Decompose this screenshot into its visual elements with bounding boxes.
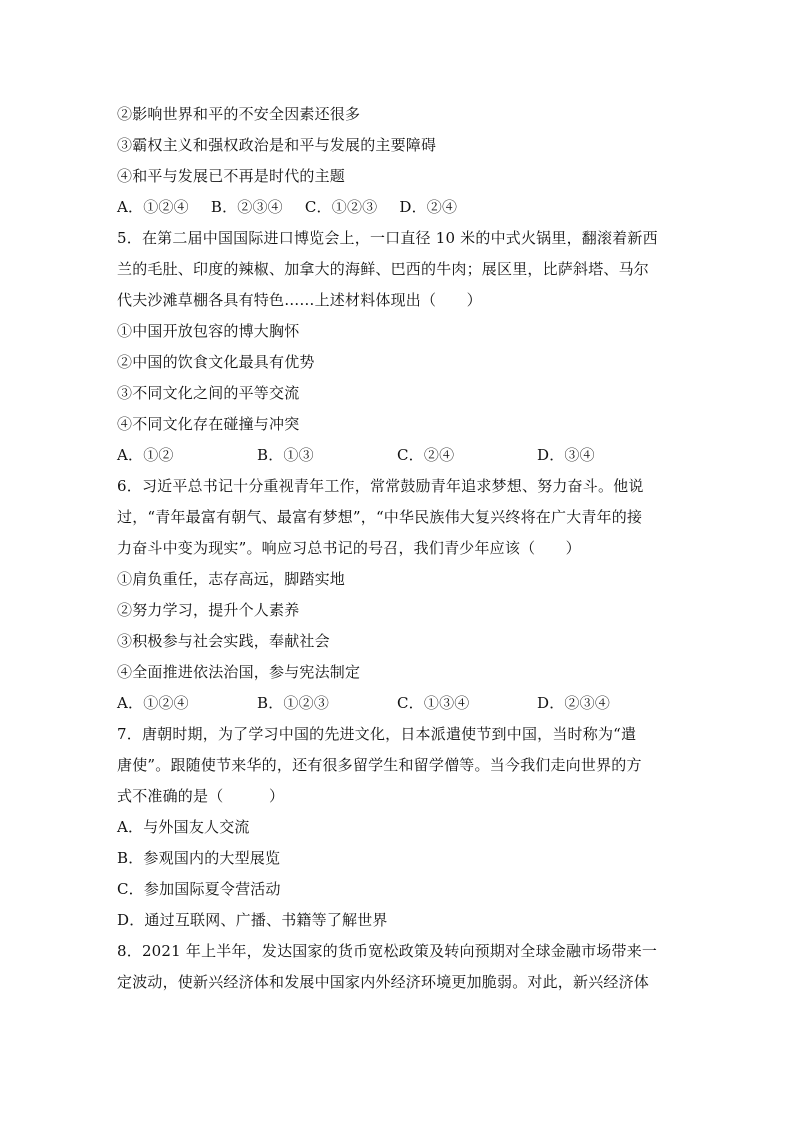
q5-option-b: B．①③ (257, 446, 314, 464)
q5-stem-line-1: 5．在第二届中国国际进口博览会上，一口直径 10 米的中式火锅里，翻滚着新西 (117, 229, 658, 247)
q5-option-a: A．①② (117, 446, 174, 464)
q7-option-c: C．参加国际夏令营活动 (117, 880, 281, 898)
question-7 (117, 719, 677, 936)
q6-option-d: D．②③④ (537, 694, 611, 712)
q4-option-b: B．②③④ (210, 198, 283, 216)
q5-item-2: ②中国的饮食文化最具有优势 (117, 353, 315, 371)
q6-item-1: ①肩负重任，志存高远，脚踏实地 (117, 570, 346, 588)
q7-option-d: D．通过互联网、广播、书籍等了解世界 (117, 911, 388, 929)
q6-item-3: ③积极参与社会实践，奉献社会 (117, 632, 330, 650)
question-8 (117, 936, 677, 998)
q7-option-b: B．参观国内的大型展览 (117, 849, 281, 867)
q8-stem-line-1: 8．2021 年上半年，发达国家的货币宽松政策及转向预期对全球金融市场带来一 (117, 942, 658, 960)
q6-options (117, 688, 677, 719)
question-6 (117, 471, 677, 719)
question-content (117, 99, 677, 998)
q4-item-2: ②影响世界和平的不安全因素还很多 (117, 105, 361, 123)
q7-stem-line-2: 唐使”。跟随使节来华的，还有很多留学生和留学僧等。当今我们走向世界的方 (117, 756, 642, 774)
q5-option-d: D．③④ (537, 446, 595, 464)
question-5 (117, 223, 677, 471)
q4-option-c: C．①②③ (304, 198, 378, 216)
q6-stem-line-2: 过，“青年最富有朝气、最富有梦想”，“中华民族伟大复兴终将在广大青年的接 (117, 508, 643, 526)
q7-option-a: A．与外国友人交流 (117, 818, 250, 836)
q6-item-4: ④全面推进依法治国，参与宪法制定 (117, 663, 361, 681)
q4-item-4: ④和平与发展已不再是时代的主题 (117, 167, 346, 185)
q4-item-3: ③霸权主义和强权政治是和平与发展的主要障碍 (117, 136, 437, 154)
q5-stem-line-3: 代夫沙滩草棚各具有特色……上述材料体现出（ ） (117, 291, 482, 309)
question-4-tail (117, 99, 677, 223)
q6-stem-line-3: 力奋斗中变为现实”。响应习总书记的号召，我们青少年应该（ ） (117, 539, 581, 557)
q5-stem-line-2: 兰的毛肚、印度的辣椒、加拿大的海鲜、巴西的牛肉；展区里，比萨斜塔、马尔 (117, 260, 650, 278)
q6-option-c: C．①③④ (397, 694, 470, 712)
q5-item-3: ③不同文化之间的平等交流 (117, 384, 300, 402)
q4-option-a: A．①②④ (117, 198, 189, 216)
q6-stem-line-1: 6．习近平总书记十分重视青年工作，常常鼓励青年追求梦想、努力奋斗。他说 (117, 477, 644, 495)
q6-option-a: A．①②④ (117, 694, 189, 712)
q6-item-2: ②努力学习，提升个人素养 (117, 601, 300, 619)
q8-stem-line-2: 定波动，使新兴经济体和发展中国家内外经济环境更加脆弱。对此，新兴经济体 (117, 973, 650, 991)
q6-option-b: B．①②③ (257, 694, 330, 712)
q5-options (117, 440, 677, 471)
q4-options (117, 192, 677, 223)
q7-stem-line-1: 7．唐朝时期，为了学习中国的先进文化，日本派遣使节到中国，当时称为“遣 (117, 725, 637, 743)
q5-item-4: ④不同文化存在碰撞与冲突 (117, 415, 300, 433)
q5-item-1: ①中国开放包容的博大胸怀 (117, 322, 300, 340)
q5-option-c: C．②④ (397, 446, 455, 464)
q4-option-d: D．②④ (399, 198, 458, 216)
q7-stem-line-3: 式不准确的是（ ） (117, 787, 285, 805)
